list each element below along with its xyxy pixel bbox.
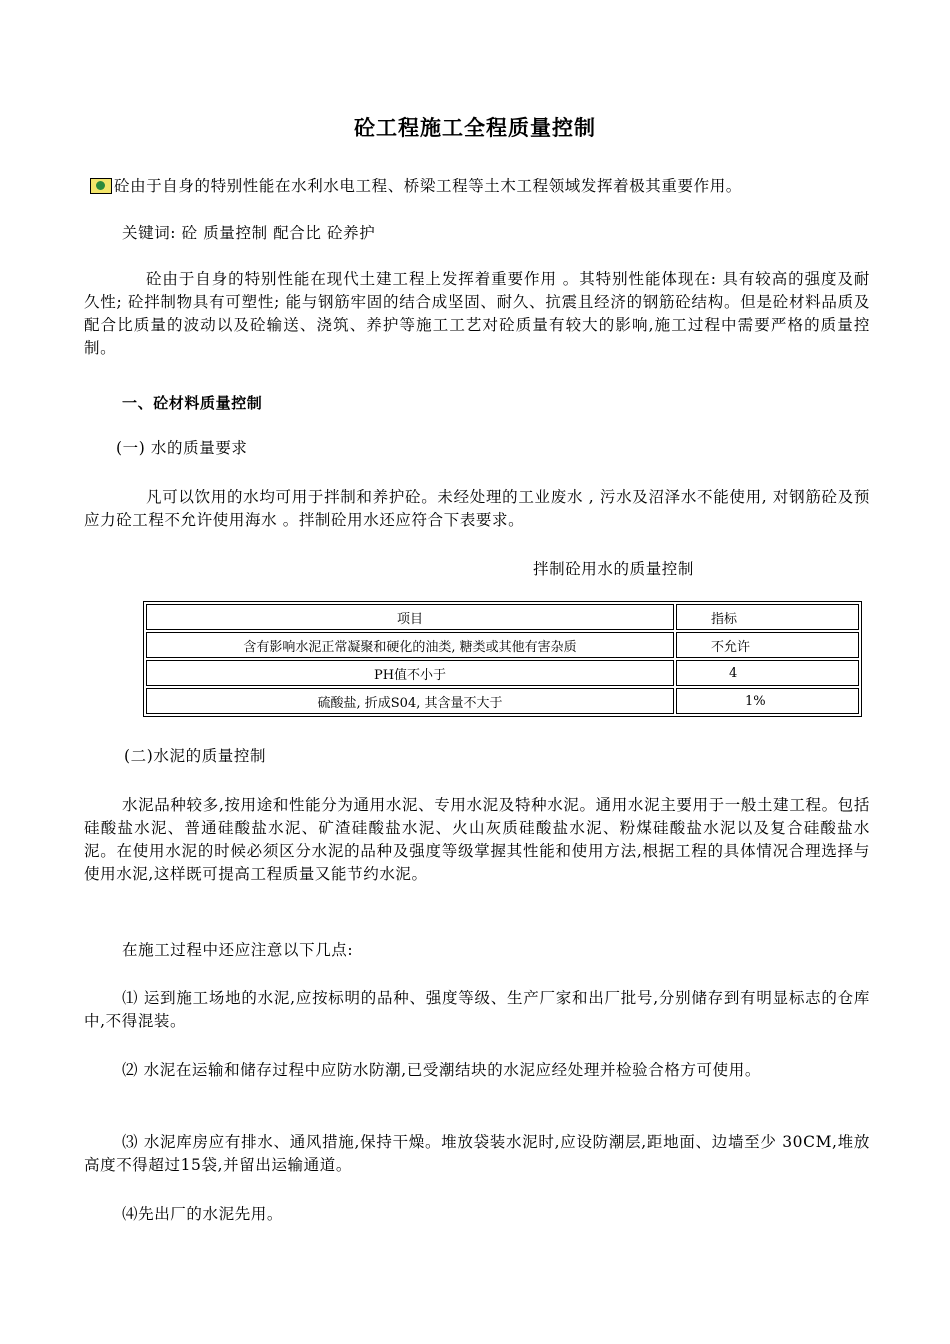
abstract-icon — [90, 178, 112, 194]
table-header-row — [146, 604, 859, 630]
table-cell-item: 含有影响水泥正常凝聚和硬化的油类, 糖类或其他有害杂质 — [146, 632, 674, 658]
table-row — [146, 688, 859, 714]
abstract-text: 砼由于自身的特别性能在水利水电工程、桥梁工程等土木工程领域发挥着极其重要作用。 — [114, 177, 742, 195]
abstract-paragraph — [90, 175, 876, 198]
table-row — [146, 632, 859, 658]
note-item-4: ⑷先出厂的水泥先用。 — [122, 1205, 284, 1223]
table-cell-index: 不允许 — [676, 632, 859, 658]
keywords-line: 关键词: 砼 质量控制 配合比 砼养护 — [122, 224, 376, 242]
section-heading-materials: 一、砼材料质量控制 — [122, 394, 263, 412]
table-cell-item: 硫酸盐, 折成S04, 其含量不大于 — [146, 688, 674, 714]
water-quality-table — [143, 601, 862, 717]
subsection-heading-water: (一) 水的质量要求 — [116, 439, 248, 457]
table-cell-index: 1% — [676, 688, 859, 714]
note-item-3: ⑶ 水泥库房应有排水、通风措施,保持干燥。堆放袋装水泥时,应设防潮层,距地面、边墙至少 30CM,堆放高度不得超过15袋,并留出运输通道。 — [84, 1133, 870, 1174]
table-header-index: 指标 — [676, 604, 859, 630]
table-cell-index: 4 — [676, 660, 859, 686]
water-paragraph: 凡可以饮用的水均可用于拌制和养护砼。未经处理的工业废水 , 污水及沼泽水不能使用, 对钢筋砼及预应力砼工程不允许使用海水 。拌制砼用水还应符合下表要求。 — [84, 488, 870, 529]
note-item-1: ⑴ 运到施工场地的水泥,应按标明的品种、强度等级、生产厂家和出厂批号,分别储存到有明显标志的仓库中,不得混装。 — [84, 989, 870, 1030]
notes-intro: 在施工过程中还应注意以下几点: — [122, 941, 354, 959]
cement-paragraph: 水泥品种较多,按用途和性能分为通用水泥、专用水泥及特种水泥。通用水泥主要用于一般土建工程。包括硅酸盐水泥、普通硅酸盐水泥、矿渣硅酸盐水泥、火山灰质硅酸盐水泥、粉煤硅酸盐水泥以及复合硅酸盐水泥。在使用水泥的时候必须区分水泥的品种及强度等级掌握其性能和使用方法,根据工程的具体情况合理选择与使用水泥,这样既可提高工程质量又能节约水泥。 — [84, 796, 870, 883]
intro-paragraph: 砼由于自身的特别性能在现代土建工程上发挥着重要作用 。其特别性能体现在: 具有较高的强度及耐久性; 砼拌制物具有可塑性; 能与钢筋牢固的结合成坚固、耐久、抗震且经济的钢筋砼结构。但是砼材料品质及配合比质量的波动以及砼输送、浇筑、养护等施工工艺对砼质量有较大的影响,施工过程中需要严格的质量控制。 — [84, 270, 870, 357]
table-cell-item: PH值不小于 — [146, 660, 674, 686]
document-title: 砼工程施工全程质量控制 — [354, 116, 596, 140]
note-item-2: ⑵ 水泥在运输和储存过程中应防水防潮,已受潮结块的水泥应经处理并检验合格方可使用。 — [122, 1061, 761, 1079]
table-caption: 拌制砼用水的质量控制 — [533, 560, 695, 578]
table-row — [146, 660, 859, 686]
table-header-item: 项目 — [146, 604, 674, 630]
subsection-heading-cement: (二)水泥的质量控制 — [124, 747, 267, 765]
